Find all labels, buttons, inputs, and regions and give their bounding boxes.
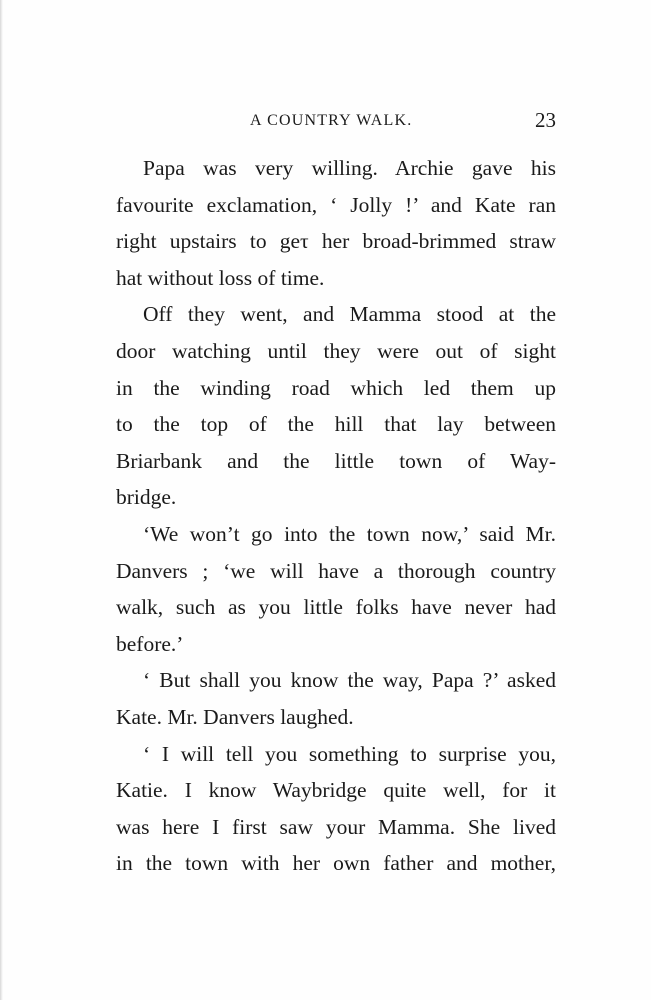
text-line: in the town with her own father and mother, [116,851,556,876]
text-line: right upstairs to geτ her broad-brimmed straw [116,229,556,254]
text-line: Danvers ; ‘we will have a thorough country [116,558,556,583]
running-head [116,108,556,138]
text-line: hat without loss of time. [116,265,325,290]
text-line: ‘ I will tell you something to surprise you, [143,741,556,766]
text-line: Off they went, and Mamma stood at the [143,302,556,327]
text-line: before.’ [116,631,184,656]
running-title: A COUNTRY WALK. [250,112,413,129]
text-line: Papa was very willing. Archie gave his [143,156,556,180]
text-line: Kate. Mr. Danvers laughed. [116,704,354,729]
text-line: door watching until they were out of sight [116,338,556,363]
text-line: Katie. I know Waybridge quite well, for it [116,778,556,803]
text-line: was here I first saw your Mamma. She lived [116,814,556,839]
text-line: bridge. [116,485,177,510]
page-binding-edge [0,0,3,1000]
text-line: ‘ But shall you know the way, Papa ?’ asked [143,668,556,693]
text-line: to the top of the hill that lay between [116,412,556,437]
text-line: walk, such as you little folks have never had [116,595,556,620]
text-line: Briarbank and the little town of Way- [116,448,556,473]
body-text [116,150,556,882]
text-line: in the winding road which led them up [116,375,556,400]
text-line: ‘We won’t go into the town now,’ said Mr. [143,521,556,546]
page-number: 23 [535,108,556,132]
text-line: favourite exclamation, ‘ Jolly !’ and Kate ran [116,192,556,217]
